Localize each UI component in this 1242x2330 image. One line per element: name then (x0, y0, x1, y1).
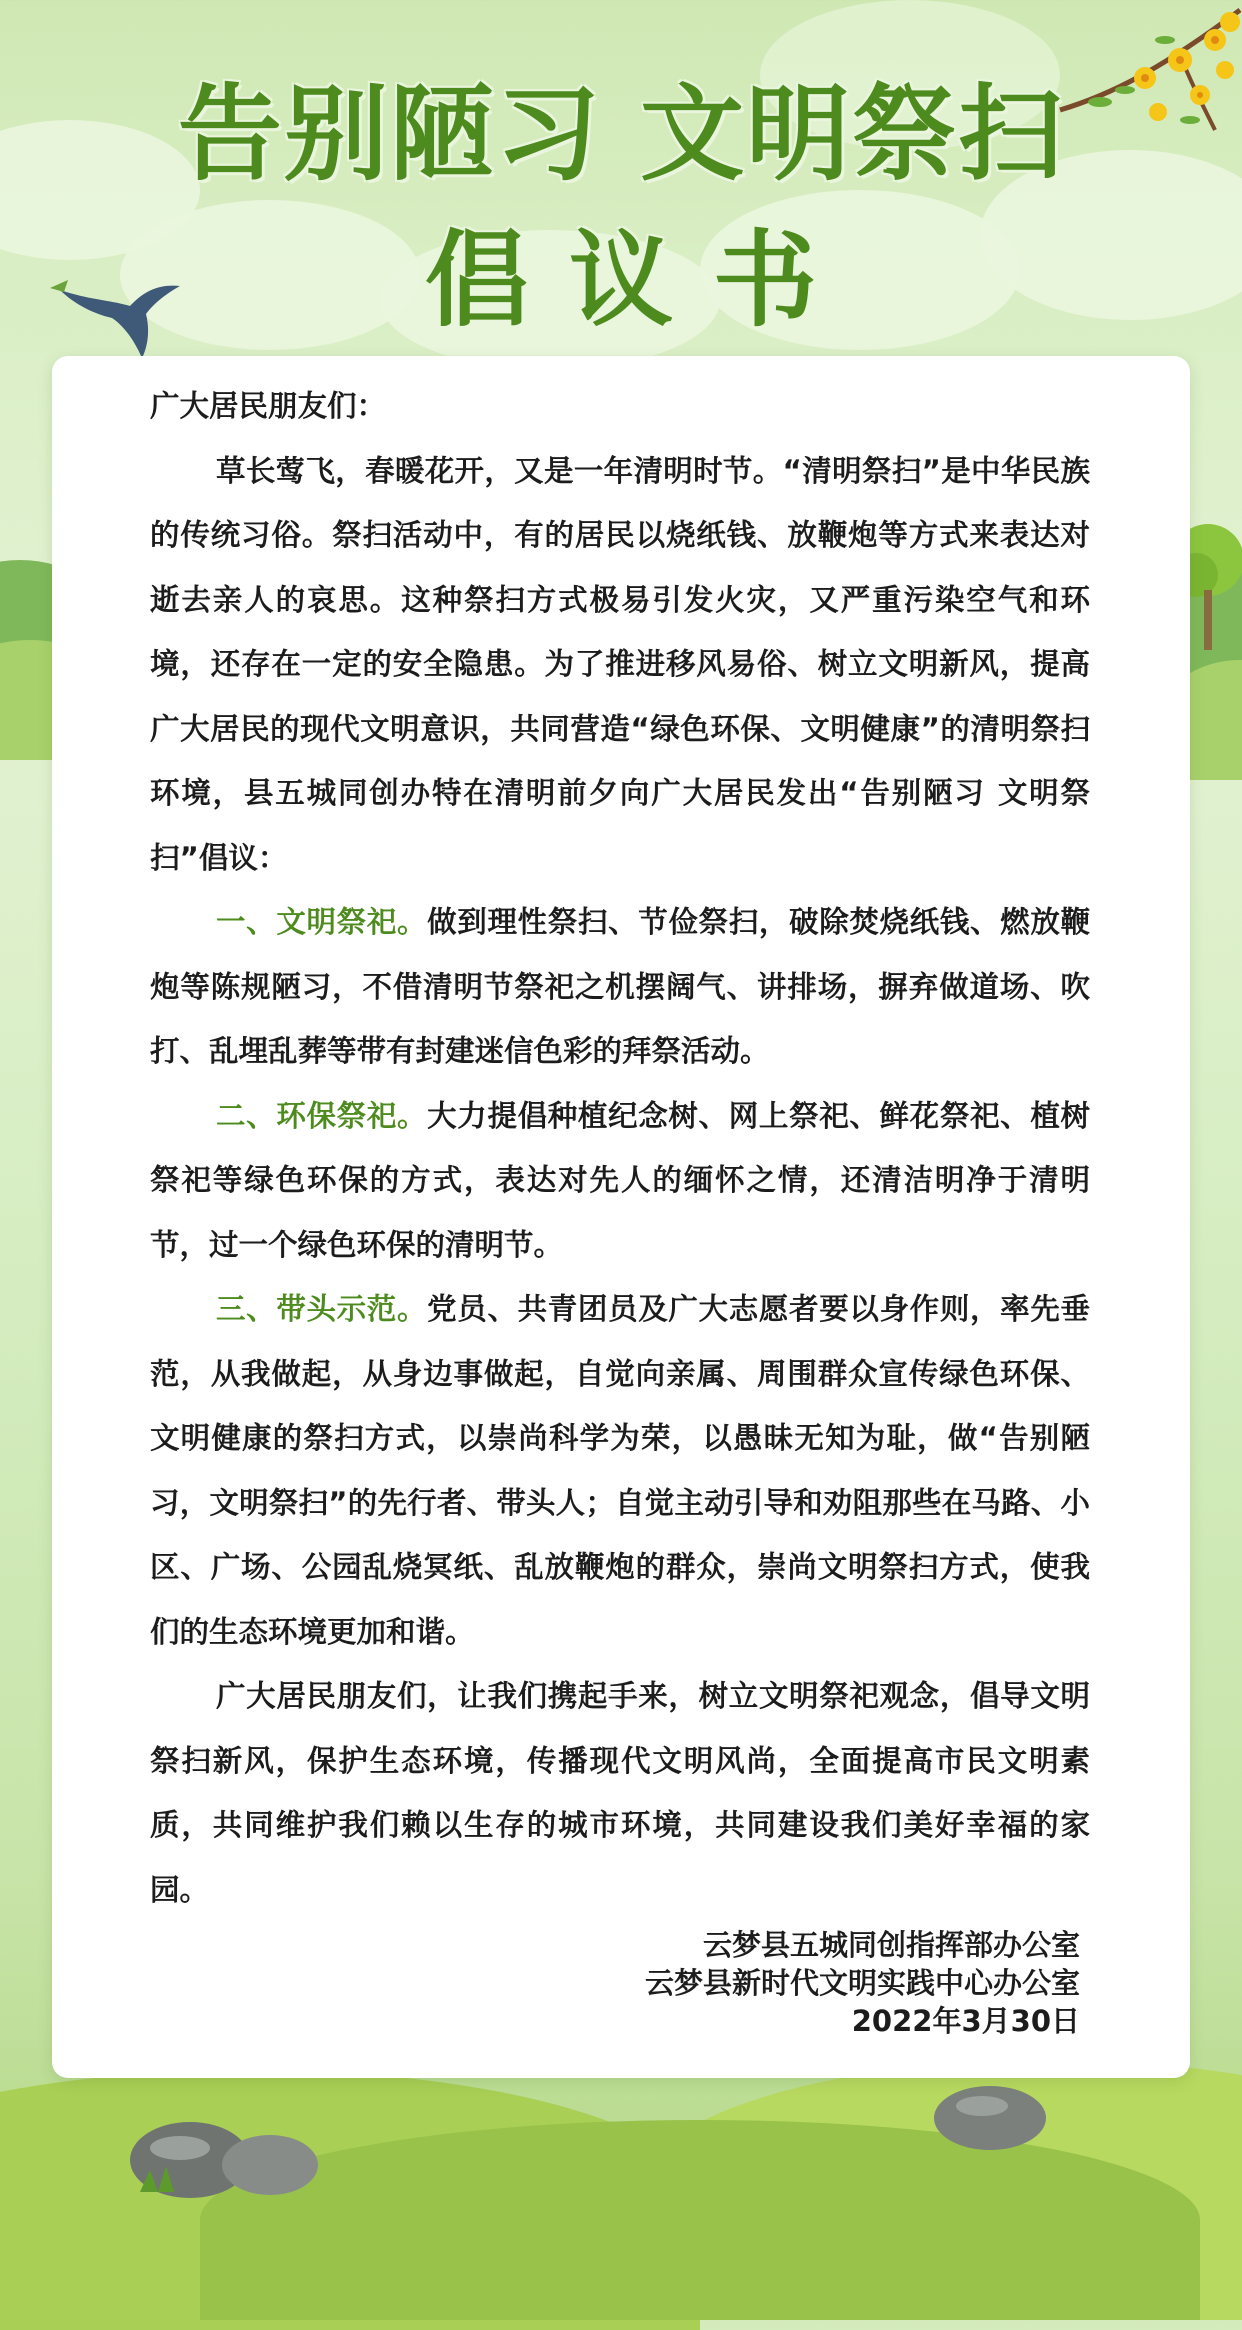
signature-date: 2022年3月30日 (851, 2004, 1080, 2038)
item-heading: 三、带头示范。 (216, 1292, 428, 1326)
intro-paragraph: 草长莺飞，春暖花开，又是一年清明时节。“清明祭扫”是中华民族的传统习俗。祭扫活动中，有的居民以烧纸钱、放鞭炮等方式来表达对逝去亲人的哀思。这种祭扫方式极易引发火灾，又严重污染空气和环境，还存在一定的安全隐患。为了推进移风易俗、树立文明新风，提高广大居民的现代文明意识，共同营造“绿色环保、文明健康”的清明祭扫环境，县五城同创办特在清明前夕向广大居民发出“告别陋习 文明祭扫”倡议： (150, 453, 1090, 875)
greeting: 广大居民朋友们： (150, 389, 387, 423)
letter-card (52, 356, 1190, 2078)
item-text: 党员、共青团员及广大志愿者要以身作则，率先垂范，从我做起，从身边事做起，自觉向亲属、周围群众宣传绿色环保、文明健康的祭扫方式，以崇尚科学为荣，以愚昧无知为耻，做“告别陋习，文明祭扫”的先行者、带头人；自觉主动引导和劝阻那些在马路、小区、广场、公园乱烧冥纸、乱放鞭炮的群众，崇尚文明祭扫方式，使我们的生态环境更加和谐。 (150, 1292, 1090, 1649)
item-text: 大力提倡种植纪念树、网上祭祀、鲜花祭祀、植树祭祀等绿色环保的方式，表达对先人的缅怀之情，还清洁明净于清明节，过一个绿色环保的清明节。 (150, 1098, 1090, 1262)
item-text: 做到理性祭扫、节俭祭扫，破除焚烧纸钱、燃放鞭炮等陈规陋习，不借清明节祭祀之机摆阔气、讲排场，摒弃做道场、吹打、乱埋乱葬等带有封建迷信色彩的拜祭活动。 (150, 905, 1090, 1068)
item-heading: 一、文明祭祀。 (216, 905, 428, 939)
closing-paragraph: 广大居民朋友们，让我们携起手来，树立文明祭祀观念，倡导文明祭扫新风，保护生态环境，传播现代文明风尚，全面提高市民文明素质，共同维护我们赖以生存的城市环境，共同建设我们美好幸福的家园。 (150, 1679, 1090, 1907)
rock-icon (920, 2070, 1060, 2150)
list-item (150, 890, 1090, 1084)
page-title: 告别陋习 文明祭扫 (177, 73, 1065, 195)
signature-org2: 云梦县新时代文明实践中心办公室 (644, 1966, 1080, 2000)
letter-body (150, 356, 1090, 1922)
ground-hill-front (200, 2120, 1200, 2320)
list-item (150, 1277, 1090, 1664)
list-item (150, 1084, 1090, 1278)
page-subtitle: 倡议书 (424, 219, 857, 341)
signature-org1: 云梦县五城同创指挥部办公室 (702, 1928, 1080, 1962)
signature-block (645, 1926, 1080, 2040)
rock-icon (120, 2100, 340, 2200)
item-heading: 二、环保祭祀。 (216, 1098, 428, 1133)
